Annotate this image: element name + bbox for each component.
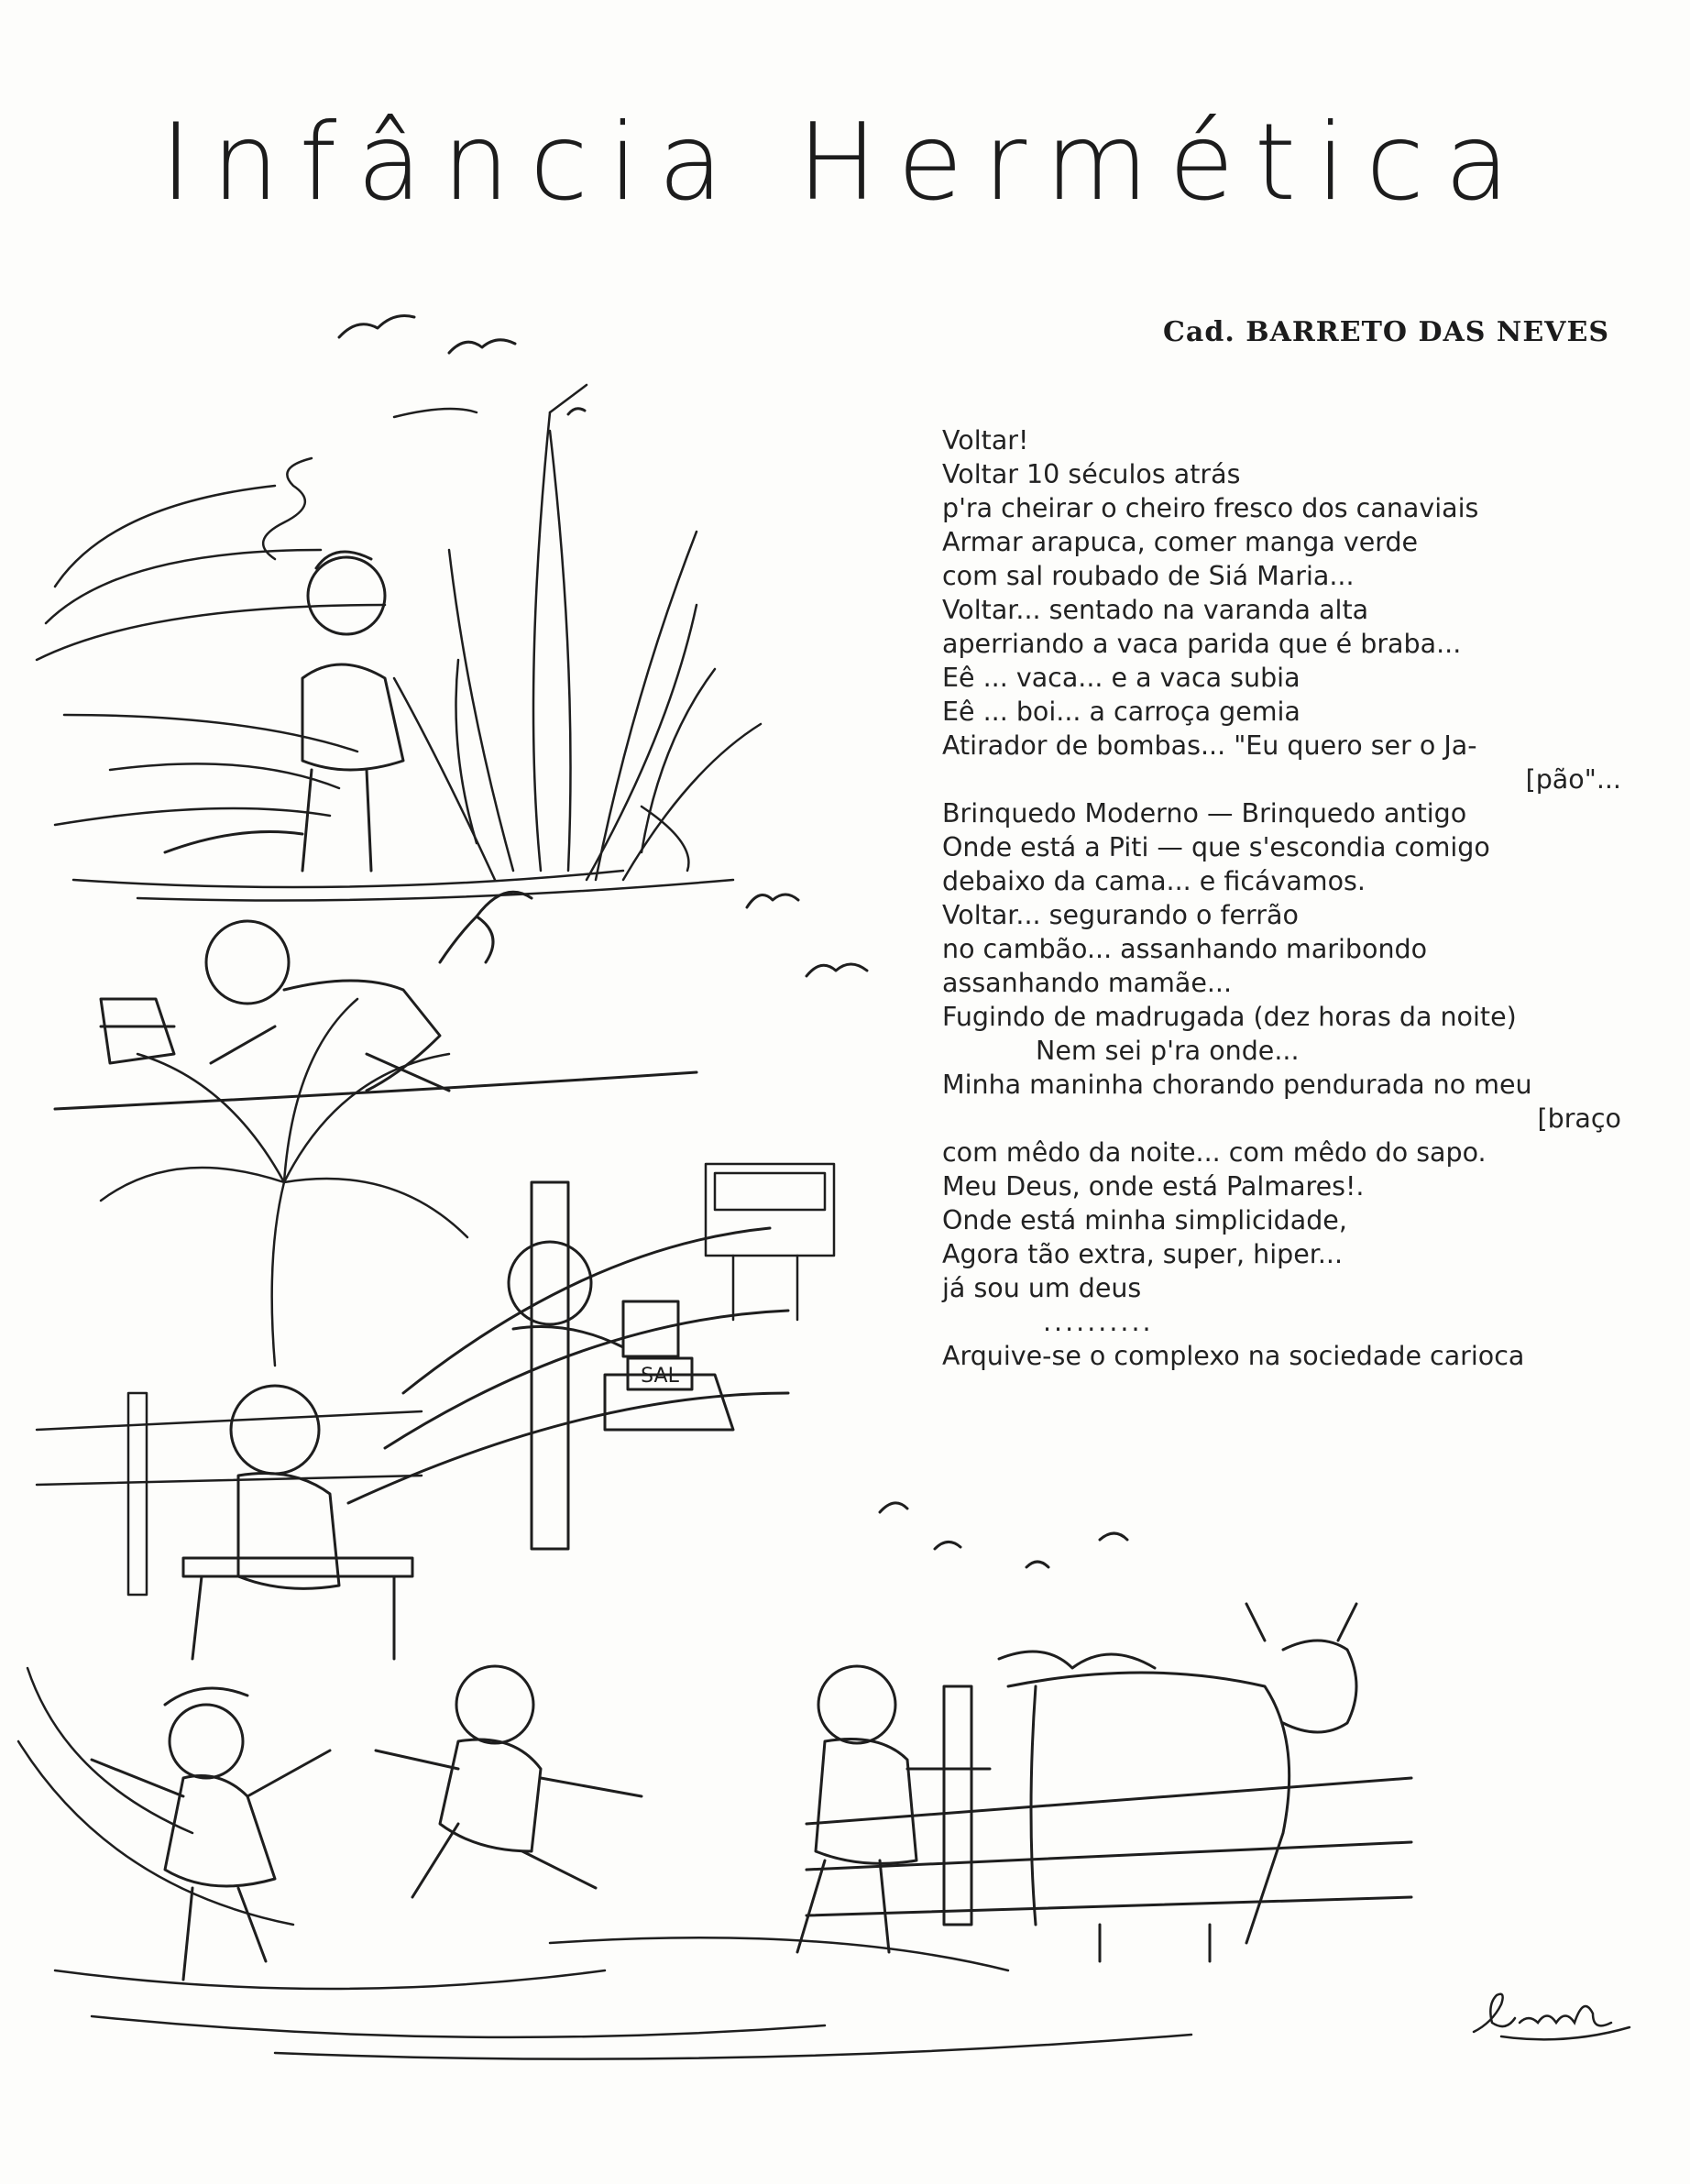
poem-line-continuation: [pão"... xyxy=(1525,764,1621,795)
sal-box-label: SAL xyxy=(641,1365,679,1388)
poem-line: Eê ... vaca... e a vaca subia xyxy=(942,663,1300,693)
poem-separator: .......... xyxy=(1043,1307,1154,1337)
poem-line: debaixo da cama... e ficávamos. xyxy=(942,866,1366,896)
poem-line: Voltar! xyxy=(942,425,1029,455)
poem-line: já sou um deus xyxy=(942,1273,1142,1303)
poem-line: com mêdo da noite... com mêdo do sapo. xyxy=(942,1137,1487,1168)
boy-crawling-figure xyxy=(55,892,697,1109)
article-title: Infância Hermética xyxy=(159,101,1531,225)
birds-lower xyxy=(880,1503,1127,1567)
sugarcane-plants xyxy=(394,385,761,880)
poem-line: Nem sei p'ra onde... xyxy=(1036,1036,1300,1066)
boy-sitting-figure xyxy=(183,1386,412,1659)
boy-at-post-figure xyxy=(348,1182,788,1549)
poem-line: Arquive-se o complexo na sociedade carioca xyxy=(942,1341,1525,1371)
article-author: Cad. BARRETO DAS NEVES xyxy=(1163,316,1609,348)
poem-line: Agora tão extra, super, hiper... xyxy=(942,1239,1344,1269)
poem-line: Fugindo de madrugada (dez horas da noite) xyxy=(942,1002,1517,1032)
birds-middle xyxy=(747,894,867,976)
poem-line: aperriando a vaca parida que é braba... xyxy=(942,629,1462,659)
poem-line: Brinquedo Moderno — Brinquedo antigo xyxy=(942,798,1467,829)
poem-line: Voltar... segurando o ferrão xyxy=(942,900,1299,930)
wall-box xyxy=(706,1164,834,1320)
ox-figure xyxy=(999,1604,1356,1961)
birds-top xyxy=(339,316,585,415)
poem-line: Eê ... boi... a carroça gemia xyxy=(942,697,1300,727)
poem-line: Armar arapuca, comer manga verde xyxy=(942,527,1419,557)
artist-signature xyxy=(1465,1981,1639,2046)
poem-line: p'ra cheirar o cheiro fresco dos canaviais xyxy=(942,493,1479,523)
poem-line: assanhando mamãe... xyxy=(942,968,1233,998)
poem-line: Onde está a Piti — que s'escondia comigo xyxy=(942,832,1490,862)
wind-lines-lower xyxy=(18,1668,1191,2059)
poem-line: Minha maninha chorando pendurada no meu xyxy=(942,1070,1532,1100)
boy-with-ox-figure xyxy=(797,1666,1411,1952)
ground-lines xyxy=(73,807,733,901)
poem-line: Meu Deus, onde está Palmares!. xyxy=(942,1171,1365,1202)
boy-running-figure xyxy=(376,1666,642,1897)
poem-line: no cambão... assanhando maribondo xyxy=(942,934,1428,964)
boy-standing-figure xyxy=(165,552,403,871)
banana-tree-and-fence xyxy=(37,999,467,1595)
poem-line: Voltar 10 séculos atrás xyxy=(942,459,1241,489)
poem xyxy=(942,423,1625,1373)
wind-lines-upper xyxy=(37,409,477,825)
poem-line: Onde está minha simplicidade, xyxy=(942,1205,1347,1235)
poem-line-continuation: [braço xyxy=(1537,1103,1621,1134)
poem-line: Atirador de bombas... "Eu quero ser o Ja- xyxy=(942,730,1477,761)
girl-dancing-figure xyxy=(92,1688,330,1980)
poem-line: Voltar... sentado na varanda alta xyxy=(942,595,1369,625)
poem-line: com sal roubado de Siá Maria... xyxy=(942,561,1355,591)
